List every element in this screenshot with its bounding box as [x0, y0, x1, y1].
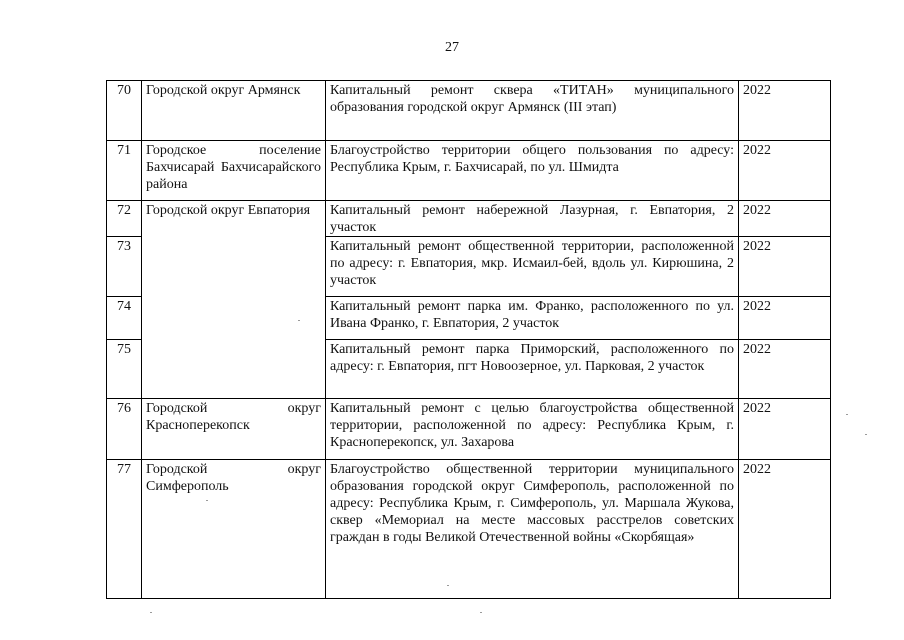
description-cell: Капитальный ремонт сквера «ТИТАН» муниципального образования городской округ Армянск (III этап): [326, 81, 739, 141]
year-cell: 2022: [739, 460, 831, 599]
municipality-cell: Городской округ Евпатория: [142, 201, 326, 399]
year-cell: 2022: [739, 399, 831, 460]
row-number: 77: [107, 460, 142, 599]
table-row: [107, 460, 831, 599]
year-cell: 2022: [739, 201, 831, 237]
description-cell: Благоустройство общественной территории муниципального образования городской округ Симферополь, расположенной по адресу: Республика Крым, г. Симферополь, ул. Маршала Жукова, сквер «Мемориал на месте массовых расстрелов советских граждан в годы Великой Отечественной войны «Скорбящая»: [326, 460, 739, 599]
municipality-cell: Городской округ Симферополь: [142, 460, 326, 599]
municipality-cell: Городской округ Красноперекопск: [142, 399, 326, 460]
row-number: 71: [107, 141, 142, 201]
row-number: 75: [107, 340, 142, 399]
scan-speck: [150, 612, 152, 613]
description-cell: Капитальный ремонт парка Приморский, расположенного по адресу: г. Евпатория, пгт Новоозерное, ул. Парковая, 2 участок: [326, 340, 739, 399]
table-row: [107, 81, 831, 141]
scan-speck: [846, 414, 848, 415]
table-row: [107, 141, 831, 201]
description-cell: Капитальный ремонт парка им. Франко, расположенного по ул. Ивана Франко, г. Евпатория, 2 участок: [326, 297, 739, 340]
municipality-cell: Городское поселение Бахчисарай Бахчисарайского района: [142, 141, 326, 201]
description-cell: Благоустройство территории общего пользования по адресу: Республика Крым, г. Бахчисарай, по ул. Шмидта: [326, 141, 739, 201]
year-cell: 2022: [739, 297, 831, 340]
year-cell: 2022: [739, 237, 831, 297]
table-row: [107, 399, 831, 460]
scan-speck: [480, 612, 482, 613]
year-cell: 2022: [739, 340, 831, 399]
description-cell: Капитальный ремонт общественной территории, расположенной по адресу: г. Евпатория, мкр. Исмаил-бей, вдоль ул. Кирюшина, 2 участок: [326, 237, 739, 297]
description-cell: Капитальный ремонт с целью благоустройства общественной территории, расположенной по адресу: Республика Крым, г. Красноперекопск, ул. Захарова: [326, 399, 739, 460]
description-cell: Капитальный ремонт набережной Лазурная, г. Евпатория, 2 участок: [326, 201, 739, 237]
page-number: 27: [445, 40, 459, 55]
row-number: 74: [107, 297, 142, 340]
year-cell: 2022: [739, 141, 831, 201]
projects-table: [106, 80, 831, 599]
year-cell: 2022: [739, 81, 831, 141]
row-number: 73: [107, 237, 142, 297]
municipality-cell: Городской округ Армянск: [142, 81, 326, 141]
table-row: [107, 201, 831, 237]
row-number: 76: [107, 399, 142, 460]
scan-speck: [447, 585, 449, 586]
scan-speck: [298, 320, 300, 321]
scan-speck: [865, 434, 867, 435]
row-number: 72: [107, 201, 142, 237]
scan-speck: [206, 500, 208, 501]
row-number: 70: [107, 81, 142, 141]
